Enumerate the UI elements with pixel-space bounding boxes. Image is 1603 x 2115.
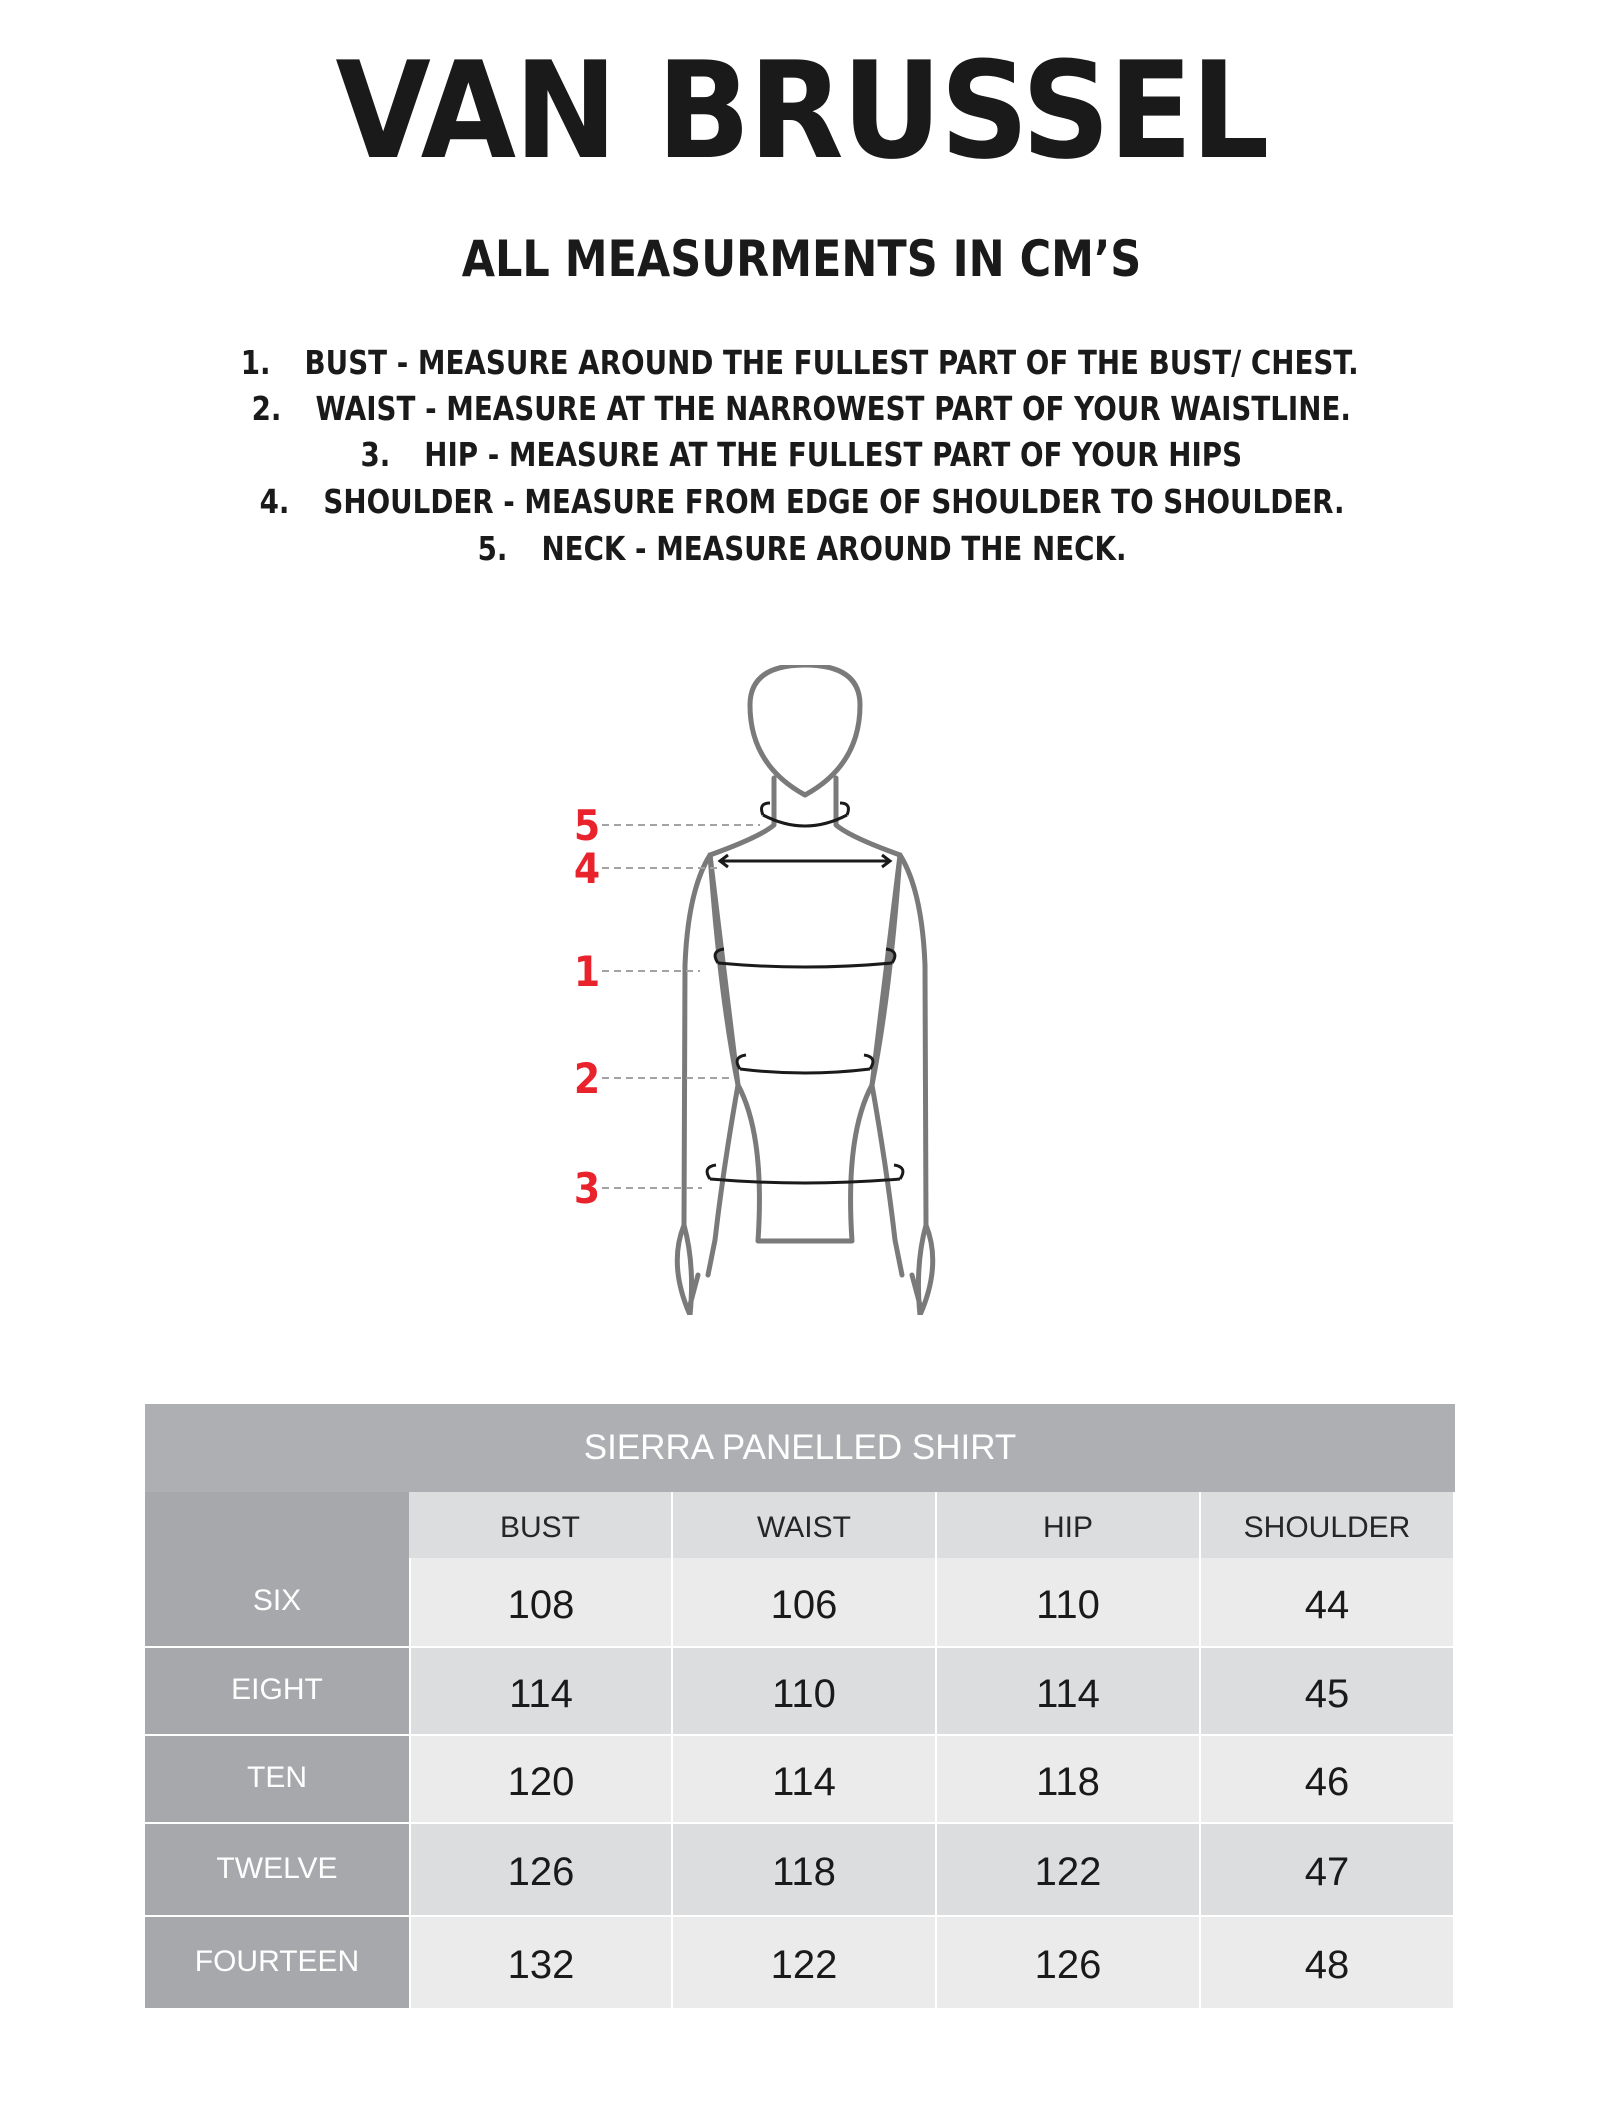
size-chart-table: [145, 1404, 1455, 2008]
size-value-ten-waist: 114: [673, 1736, 935, 1822]
instruction-text: BUST - MEASURE AROUND THE FULLEST PART OF THE BUST/ CHEST.: [304, 343, 1359, 382]
size-value-fourteen-hip: 126: [937, 1917, 1199, 2008]
instruction-item-neck: [129, 526, 1476, 572]
instruction-item-hip: [128, 432, 1475, 478]
row-header-twelve: TWELVE: [145, 1824, 409, 1915]
size-value-ten-bust: 120: [411, 1736, 671, 1822]
body-measurement-diagram: [560, 665, 1000, 1315]
instruction-text: SHOULDER - MEASURE FROM EDGE OF SHOULDER TO SHOULDER.: [323, 482, 1345, 521]
instruction-number: 4.: [259, 482, 290, 521]
column-header-shoulder: SHOULDER: [1201, 1492, 1453, 1558]
instruction-text: NECK - MEASURE AROUND THE NECK.: [541, 529, 1127, 568]
size-value-twelve-bust: 126: [411, 1824, 671, 1915]
size-value-eight-bust: 114: [411, 1648, 671, 1734]
row-header-eight: EIGHT: [145, 1648, 409, 1734]
measure-label-waist: 2: [573, 1054, 601, 1103]
table-title: SIERRA PANELLED SHIRT: [145, 1404, 1455, 1492]
instruction-item-shoulder: [129, 479, 1476, 525]
measure-label-bust: 1: [573, 947, 601, 996]
row-header-fourteen: FOURTEEN: [145, 1917, 409, 2008]
size-value-ten-shoulder: 46: [1201, 1736, 1453, 1822]
size-value-six-hip: 110: [937, 1558, 1199, 1646]
instruction-number: 5.: [477, 529, 508, 568]
row-header-six: SIX: [145, 1558, 409, 1646]
size-value-twelve-shoulder: 47: [1201, 1824, 1453, 1915]
instruction-number: 1.: [240, 343, 271, 382]
size-value-eight-waist: 110: [673, 1648, 935, 1734]
instruction-item-bust: [126, 340, 1473, 386]
instruction-item-waist: [128, 386, 1475, 432]
column-header-waist: WAIST: [673, 1492, 935, 1558]
size-value-six-shoulder: 44: [1201, 1558, 1453, 1646]
size-value-fourteen-waist: 122: [673, 1917, 935, 2008]
size-value-twelve-hip: 122: [937, 1824, 1199, 1915]
instruction-text: HIP - MEASURE AT THE FULLEST PART OF YOUR HIPS: [424, 435, 1243, 474]
measure-label-shoulder: 4: [573, 844, 601, 893]
row-header-ten: TEN: [145, 1736, 409, 1822]
size-value-fourteen-shoulder: 48: [1201, 1917, 1453, 2008]
column-header-hip: HIP: [937, 1492, 1199, 1558]
size-value-ten-hip: 118: [937, 1736, 1199, 1822]
measure-label-neck: 5: [573, 801, 601, 850]
size-value-six-bust: 108: [411, 1558, 671, 1646]
size-value-six-waist: 106: [673, 1558, 935, 1646]
brand-logo-text: VAN BRUSSEL: [335, 33, 1268, 189]
instruction-text: WAIST - MEASURE AT THE NARROWEST PART OF YOUR WAISTLINE.: [315, 389, 1351, 428]
table-corner: [145, 1492, 409, 1558]
column-header-bust: BUST: [409, 1492, 671, 1558]
instruction-number: 3.: [360, 435, 391, 474]
size-value-eight-hip: 114: [937, 1648, 1199, 1734]
measurement-unit-note: ALL MEASURMENTS IN CM’S: [461, 230, 1142, 288]
size-value-twelve-waist: 118: [673, 1824, 935, 1915]
measure-label-hip: 3: [573, 1164, 601, 1213]
size-value-eight-shoulder: 45: [1201, 1648, 1453, 1734]
torso-outline-illustration: [560, 665, 1000, 1315]
instruction-number: 2.: [251, 389, 282, 428]
size-value-fourteen-bust: 132: [411, 1917, 671, 2008]
